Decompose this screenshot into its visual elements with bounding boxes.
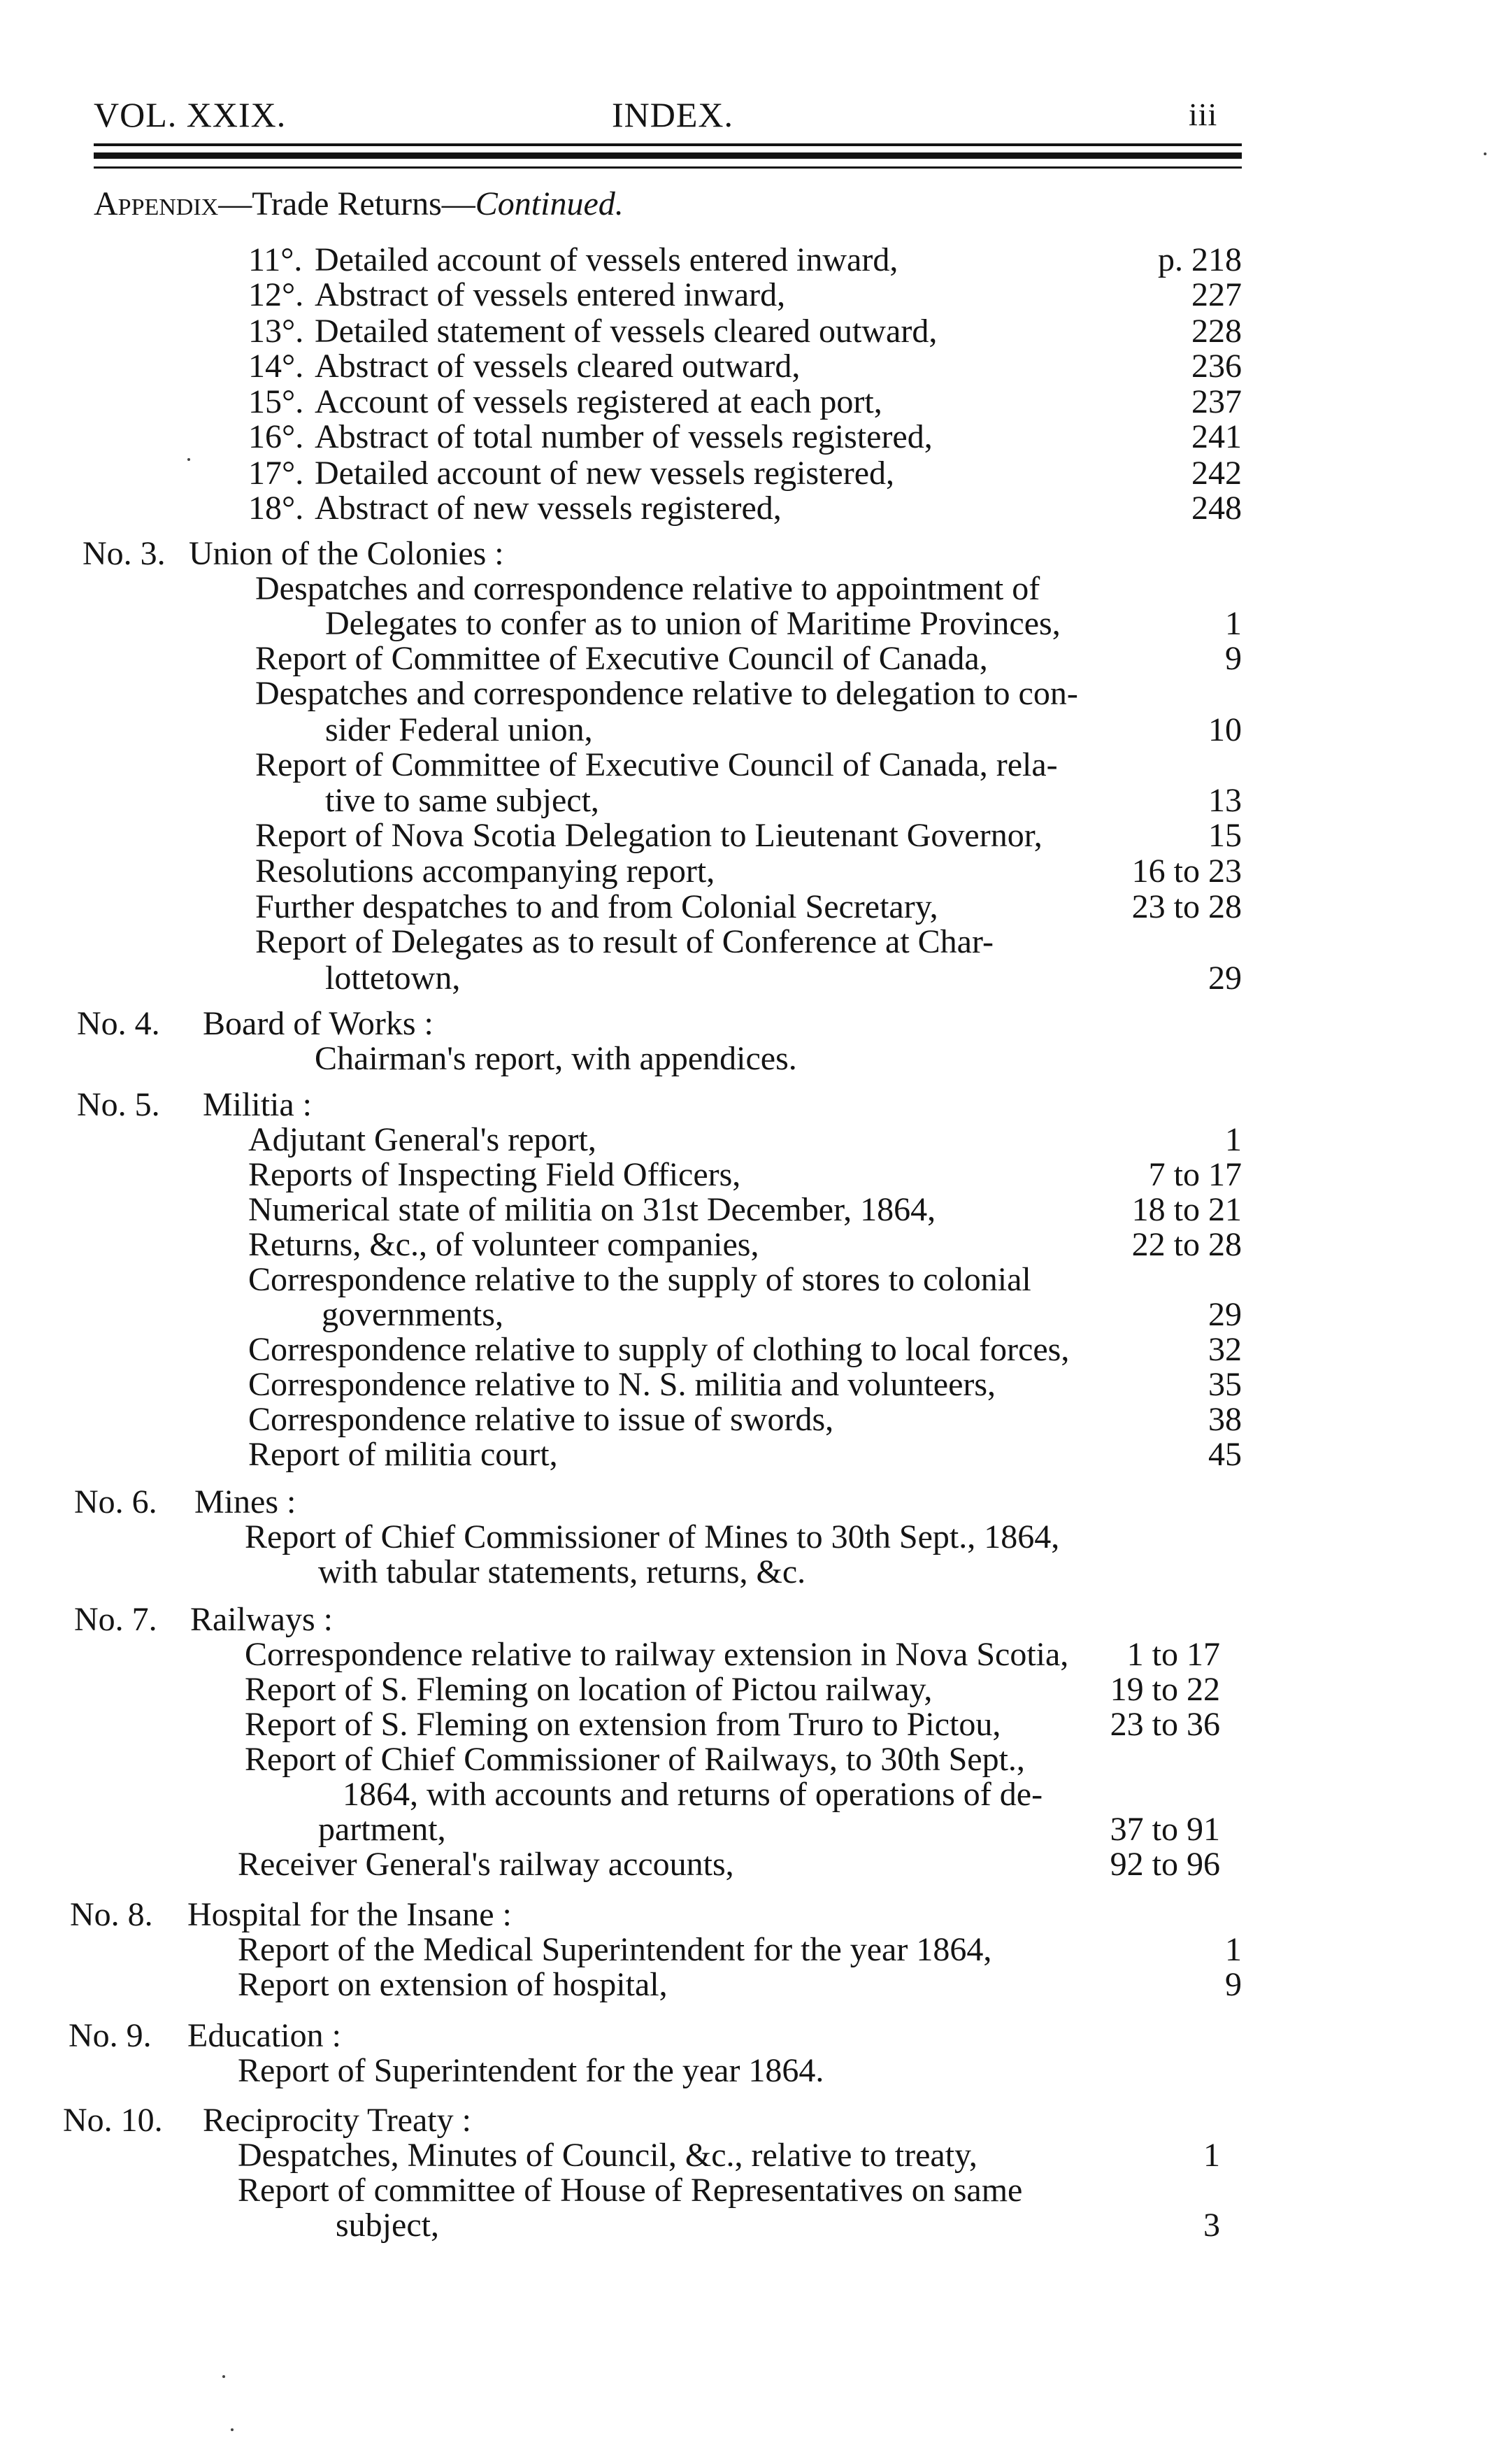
appendix-item-number: 11°. — [248, 241, 303, 278]
header-rule-thin — [94, 143, 1242, 146]
index-entry-text: partment, — [318, 1811, 446, 1848]
page-reference: 228 — [1191, 313, 1242, 350]
page-reference: 29 — [1208, 1296, 1242, 1333]
appendix-item-text: Abstract of new vessels registered, — [315, 490, 782, 527]
index-entry-text: Report of Chief Commissioner of Railways, to 30th Sept., — [245, 1741, 1025, 1778]
index-entry-text: Further despatches to and from Colonial Secretary, — [255, 888, 938, 925]
index-entry-text: lottetown, — [325, 960, 461, 997]
index-entry-text: Report of militia court, — [248, 1436, 558, 1473]
page-reference: 241 — [1191, 418, 1242, 455]
index-entry-text: sider Federal union, — [325, 711, 593, 748]
volume-label: VOL. XXIX. — [94, 95, 287, 134]
appendix-continued: Continued. — [475, 185, 624, 222]
page-reference: 9 — [1225, 640, 1242, 677]
index-entry-text: Receiver General's railway accounts, — [238, 1846, 734, 1883]
index-entry-text: Report on extension of hospital, — [238, 1966, 668, 2003]
page-reference: 1 — [1225, 1121, 1242, 1158]
index-entry-text: subject, — [336, 2207, 439, 2244]
page-reference: 3 — [1203, 2207, 1220, 2244]
page-reference: 45 — [1208, 1436, 1242, 1473]
index-entry-text: Despatches, Minutes of Council, &c., relative to treaty, — [238, 2137, 977, 2174]
page-reference: 13 — [1208, 782, 1242, 819]
page-reference: 23 to 28 — [1131, 888, 1242, 925]
appendix-item-text: Abstract of vessels cleared outward, — [315, 348, 801, 385]
page-reference: p. 218 — [1158, 241, 1242, 278]
section-title: Reciprocity Treaty : — [203, 2102, 471, 2139]
section-number: No. 4. — [77, 1005, 160, 1042]
index-entry-text: Report of S. Fleming on extension from Truro to Pictou, — [245, 1706, 1001, 1743]
index-entry-text: Adjutant General's report, — [248, 1121, 596, 1158]
section-number: No. 10. — [63, 2102, 163, 2139]
index-entry-text: Returns, &c., of volunteer companies, — [248, 1226, 759, 1263]
section-title: Union of the Colonies : — [189, 535, 504, 572]
page-title: INDEX. — [612, 95, 734, 134]
page-reference: 1 — [1203, 2137, 1220, 2174]
index-entry-text: Correspondence relative to issue of swords, — [248, 1401, 834, 1438]
page-reference: 1 — [1225, 1931, 1242, 1968]
page-reference: 1 to 17 — [1126, 1636, 1220, 1673]
page-reference: 32 — [1208, 1331, 1242, 1368]
index-entry-text: Report of S. Fleming on location of Pictou railway, — [245, 1671, 933, 1708]
index-entry-text: Correspondence relative to railway extension in Nova Scotia, — [245, 1636, 1069, 1673]
index-entry-text: Chairman's report, with appendices. — [315, 1040, 797, 1077]
appendix-item-number: 13°. — [248, 313, 304, 350]
appendix-item-number: 15°. — [248, 383, 304, 420]
appendix-item-number: 18°. — [248, 490, 304, 527]
appendix-item-text: Detailed account of vessels entered inward, — [315, 241, 898, 278]
index-entry-text: Correspondence relative to supply of clothing to local forces, — [248, 1331, 1070, 1368]
section-number: No. 9. — [69, 2017, 152, 2054]
section-number: No. 3. — [83, 535, 166, 572]
index-entry-text: Delegates to confer as to union of Maritime Provinces, — [325, 605, 1061, 642]
index-entry-text: Correspondence relative to N. S. militia and volunteers, — [248, 1366, 996, 1403]
index-entry-text: governments, — [322, 1296, 503, 1333]
appendix-item-text: Detailed account of new vessels registered, — [315, 455, 895, 492]
section-number: No. 6. — [74, 1483, 157, 1521]
page-reference: 18 to 21 — [1131, 1191, 1242, 1228]
index-entry-text: Correspondence relative to the supply of stores to colonial — [248, 1261, 1031, 1298]
appendix-item-text: Abstract of total number of vessels registered, — [315, 418, 933, 455]
section-number: No. 5. — [77, 1086, 160, 1123]
print-speck — [1484, 152, 1487, 155]
print-speck — [222, 2375, 225, 2378]
page-reference: 9 — [1225, 1966, 1242, 2003]
appendix-item-number: 12°. — [248, 276, 304, 313]
index-entry-text: Report of Committee of Executive Council of Canada, rela- — [255, 746, 1058, 783]
page-reference: 1 — [1225, 605, 1242, 642]
index-entry-text: Despatches and correspondence relative to delegation to con- — [255, 675, 1078, 712]
appendix-label: Appendix — [94, 185, 219, 222]
page-reference: 236 — [1191, 348, 1242, 385]
appendix-item-number: 17°. — [248, 455, 304, 492]
section-title: Militia : — [203, 1086, 312, 1123]
section-number: No. 7. — [74, 1601, 157, 1638]
page-reference: 7 to 17 — [1148, 1156, 1242, 1193]
page-reference: 242 — [1191, 455, 1242, 492]
section-title: Railways : — [190, 1601, 333, 1638]
appendix-item-text: Abstract of vessels entered inward, — [315, 276, 786, 313]
section-title: Mines : — [194, 1483, 296, 1521]
section-title: Education : — [187, 2017, 341, 2054]
page-reference: 227 — [1191, 276, 1242, 313]
section-title: Board of Works : — [203, 1005, 434, 1042]
section-title: Hospital for the Insane : — [187, 1896, 512, 1933]
index-entry-text: Report of Chief Commissioner of Mines to 30th Sept., 1864, — [245, 1518, 1060, 1555]
index-entry-text: Report of Nova Scotia Delegation to Lieutenant Governor, — [255, 817, 1043, 854]
index-entry-text: with tabular statements, returns, &c. — [318, 1553, 806, 1590]
page-reference: 23 to 36 — [1110, 1706, 1220, 1743]
page-reference: 248 — [1191, 490, 1242, 527]
appendix-item-number: 14°. — [248, 348, 304, 385]
index-entry-text: tive to same subject, — [325, 782, 599, 819]
page-reference: 16 to 23 — [1131, 853, 1242, 890]
header-rule-thick — [94, 152, 1242, 159]
page-reference: 37 to 91 — [1110, 1811, 1220, 1848]
print-speck — [231, 2428, 234, 2431]
page-reference: 35 — [1208, 1366, 1242, 1403]
index-entry-text: Despatches and correspondence relative to appointment of — [255, 570, 1040, 607]
appendix-item-text: Account of vessels registered at each port, — [315, 383, 882, 420]
index-entry-text: Report of Delegates as to result of Conference at Char- — [255, 923, 994, 960]
index-entry-text: 1864, with accounts and returns of operations of de- — [343, 1776, 1043, 1813]
page-reference: 38 — [1208, 1401, 1242, 1438]
page-reference: 22 to 28 — [1131, 1226, 1242, 1263]
appendix-item-text: Detailed statement of vessels cleared outward, — [315, 313, 938, 350]
index-entry-text: Reports of Inspecting Field Officers, — [248, 1156, 741, 1193]
page-reference: 237 — [1191, 383, 1242, 420]
appendix-heading — [94, 185, 624, 223]
index-entry-text: Report of the Medical Superintendent for the year 1864, — [238, 1931, 992, 1968]
print-speck — [187, 458, 190, 461]
index-entry-text: Report of Superintendent for the year 1864. — [238, 2052, 824, 2089]
index-entry-text: Numerical state of militia on 31st December, 1864, — [248, 1191, 936, 1228]
page-reference: 29 — [1208, 960, 1242, 997]
page-reference: 15 — [1208, 817, 1242, 854]
appendix-label-suffix: —Trade Returns— — [218, 185, 475, 222]
header-rule-lower — [94, 166, 1242, 169]
index-entry-text: Report of Committee of Executive Council of Canada, — [255, 640, 988, 677]
page-reference: 10 — [1208, 711, 1242, 748]
page-reference: 92 to 96 — [1110, 1846, 1220, 1883]
section-number: No. 8. — [70, 1896, 153, 1933]
index-entry-text: Report of committee of House of Representatives on same — [238, 2172, 1023, 2209]
appendix-item-number: 16°. — [248, 418, 304, 455]
index-entry-text: Resolutions accompanying report, — [255, 853, 715, 890]
page-reference: 19 to 22 — [1110, 1671, 1220, 1708]
page-number: iii — [1189, 97, 1218, 132]
